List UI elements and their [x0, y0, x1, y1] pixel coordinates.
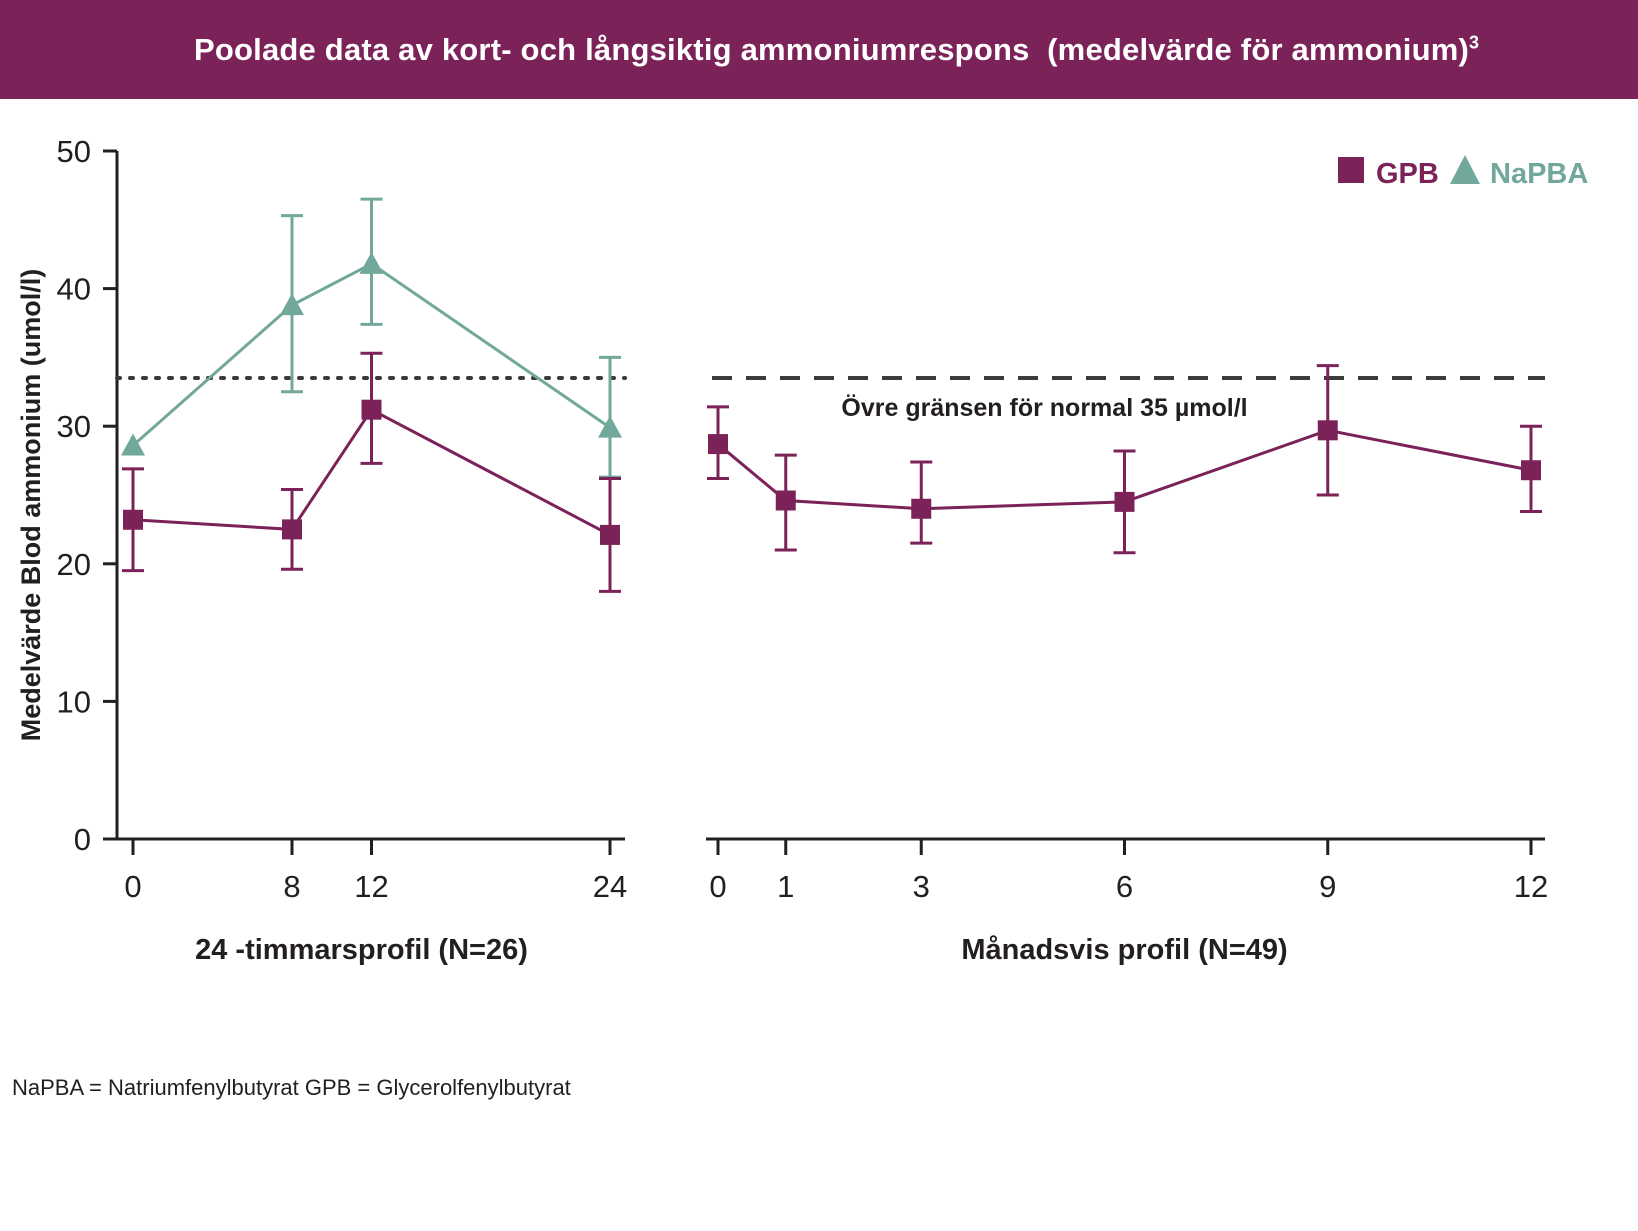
x-tick-label: 0: [709, 869, 727, 904]
page-title-superscript: 3: [1469, 32, 1480, 53]
y-tick-label: 50: [56, 134, 91, 169]
x-tick-label: 8: [283, 869, 301, 904]
panel-monthly: [706, 366, 1548, 966]
y-tick-label: 0: [73, 822, 91, 857]
x-axis-caption: Månadsvis profil (N=49): [961, 934, 1288, 966]
gpb-marker: [708, 434, 728, 454]
gpb-marker: [600, 525, 620, 545]
x-tick-label: 12: [1513, 869, 1549, 904]
gpb-marker: [282, 519, 302, 539]
legend-label-napba: NaPBA: [1490, 158, 1589, 190]
x-tick-label: 3: [912, 869, 930, 904]
y-tick-label: 40: [56, 271, 91, 307]
threshold-label: Övre gränsen för normal 35 µmol/l: [841, 394, 1248, 423]
panel-24h: [57, 134, 628, 966]
gpb-marker: [1115, 492, 1135, 512]
gpb-marker: [123, 510, 143, 530]
chart-svg: [0, 99, 1638, 1099]
gpb-marker: [1318, 420, 1338, 440]
x-tick-label: 12: [354, 869, 389, 904]
chart-area: [0, 99, 1638, 1231]
legend-marker-napba: [1450, 155, 1480, 184]
legend-label-gpb: GPB: [1376, 158, 1439, 190]
legend: [1338, 155, 1588, 190]
x-tick-label: 24: [592, 869, 628, 904]
x-tick-label: 6: [1115, 869, 1134, 904]
header-band: [0, 0, 1638, 99]
y-tick-label: 20: [56, 546, 91, 582]
y-tick-label: 10: [56, 684, 91, 720]
page-title-text: Poolade data av kort- och långsiktig ammoniumrespons (medelvärde för ammonium): [194, 31, 1470, 67]
napba-marker: [280, 293, 304, 315]
x-axis-caption: 24 -timmarsprofil (N=26): [195, 934, 528, 966]
x-tick-label: 9: [1319, 869, 1337, 904]
napba-marker: [598, 416, 622, 438]
x-tick-label: 1: [777, 869, 795, 904]
gpb-marker: [362, 400, 382, 420]
chart-footnote: NaPBA = Natriumfenylbutyrat GPB = Glycerolfenylbutyrat: [12, 1075, 571, 1100]
x-tick-label: 0: [124, 869, 142, 904]
y-axis-title: Medelvärde Blod ammonium (umol/l): [16, 268, 46, 742]
gpb-marker: [911, 499, 931, 519]
legend-marker-gpb: [1338, 157, 1364, 183]
napba-marker: [360, 252, 384, 274]
page-title: [159, 0, 1480, 104]
gpb-marker: [1521, 460, 1541, 480]
gpb-marker: [776, 491, 796, 511]
y-tick-label: 30: [56, 409, 91, 445]
